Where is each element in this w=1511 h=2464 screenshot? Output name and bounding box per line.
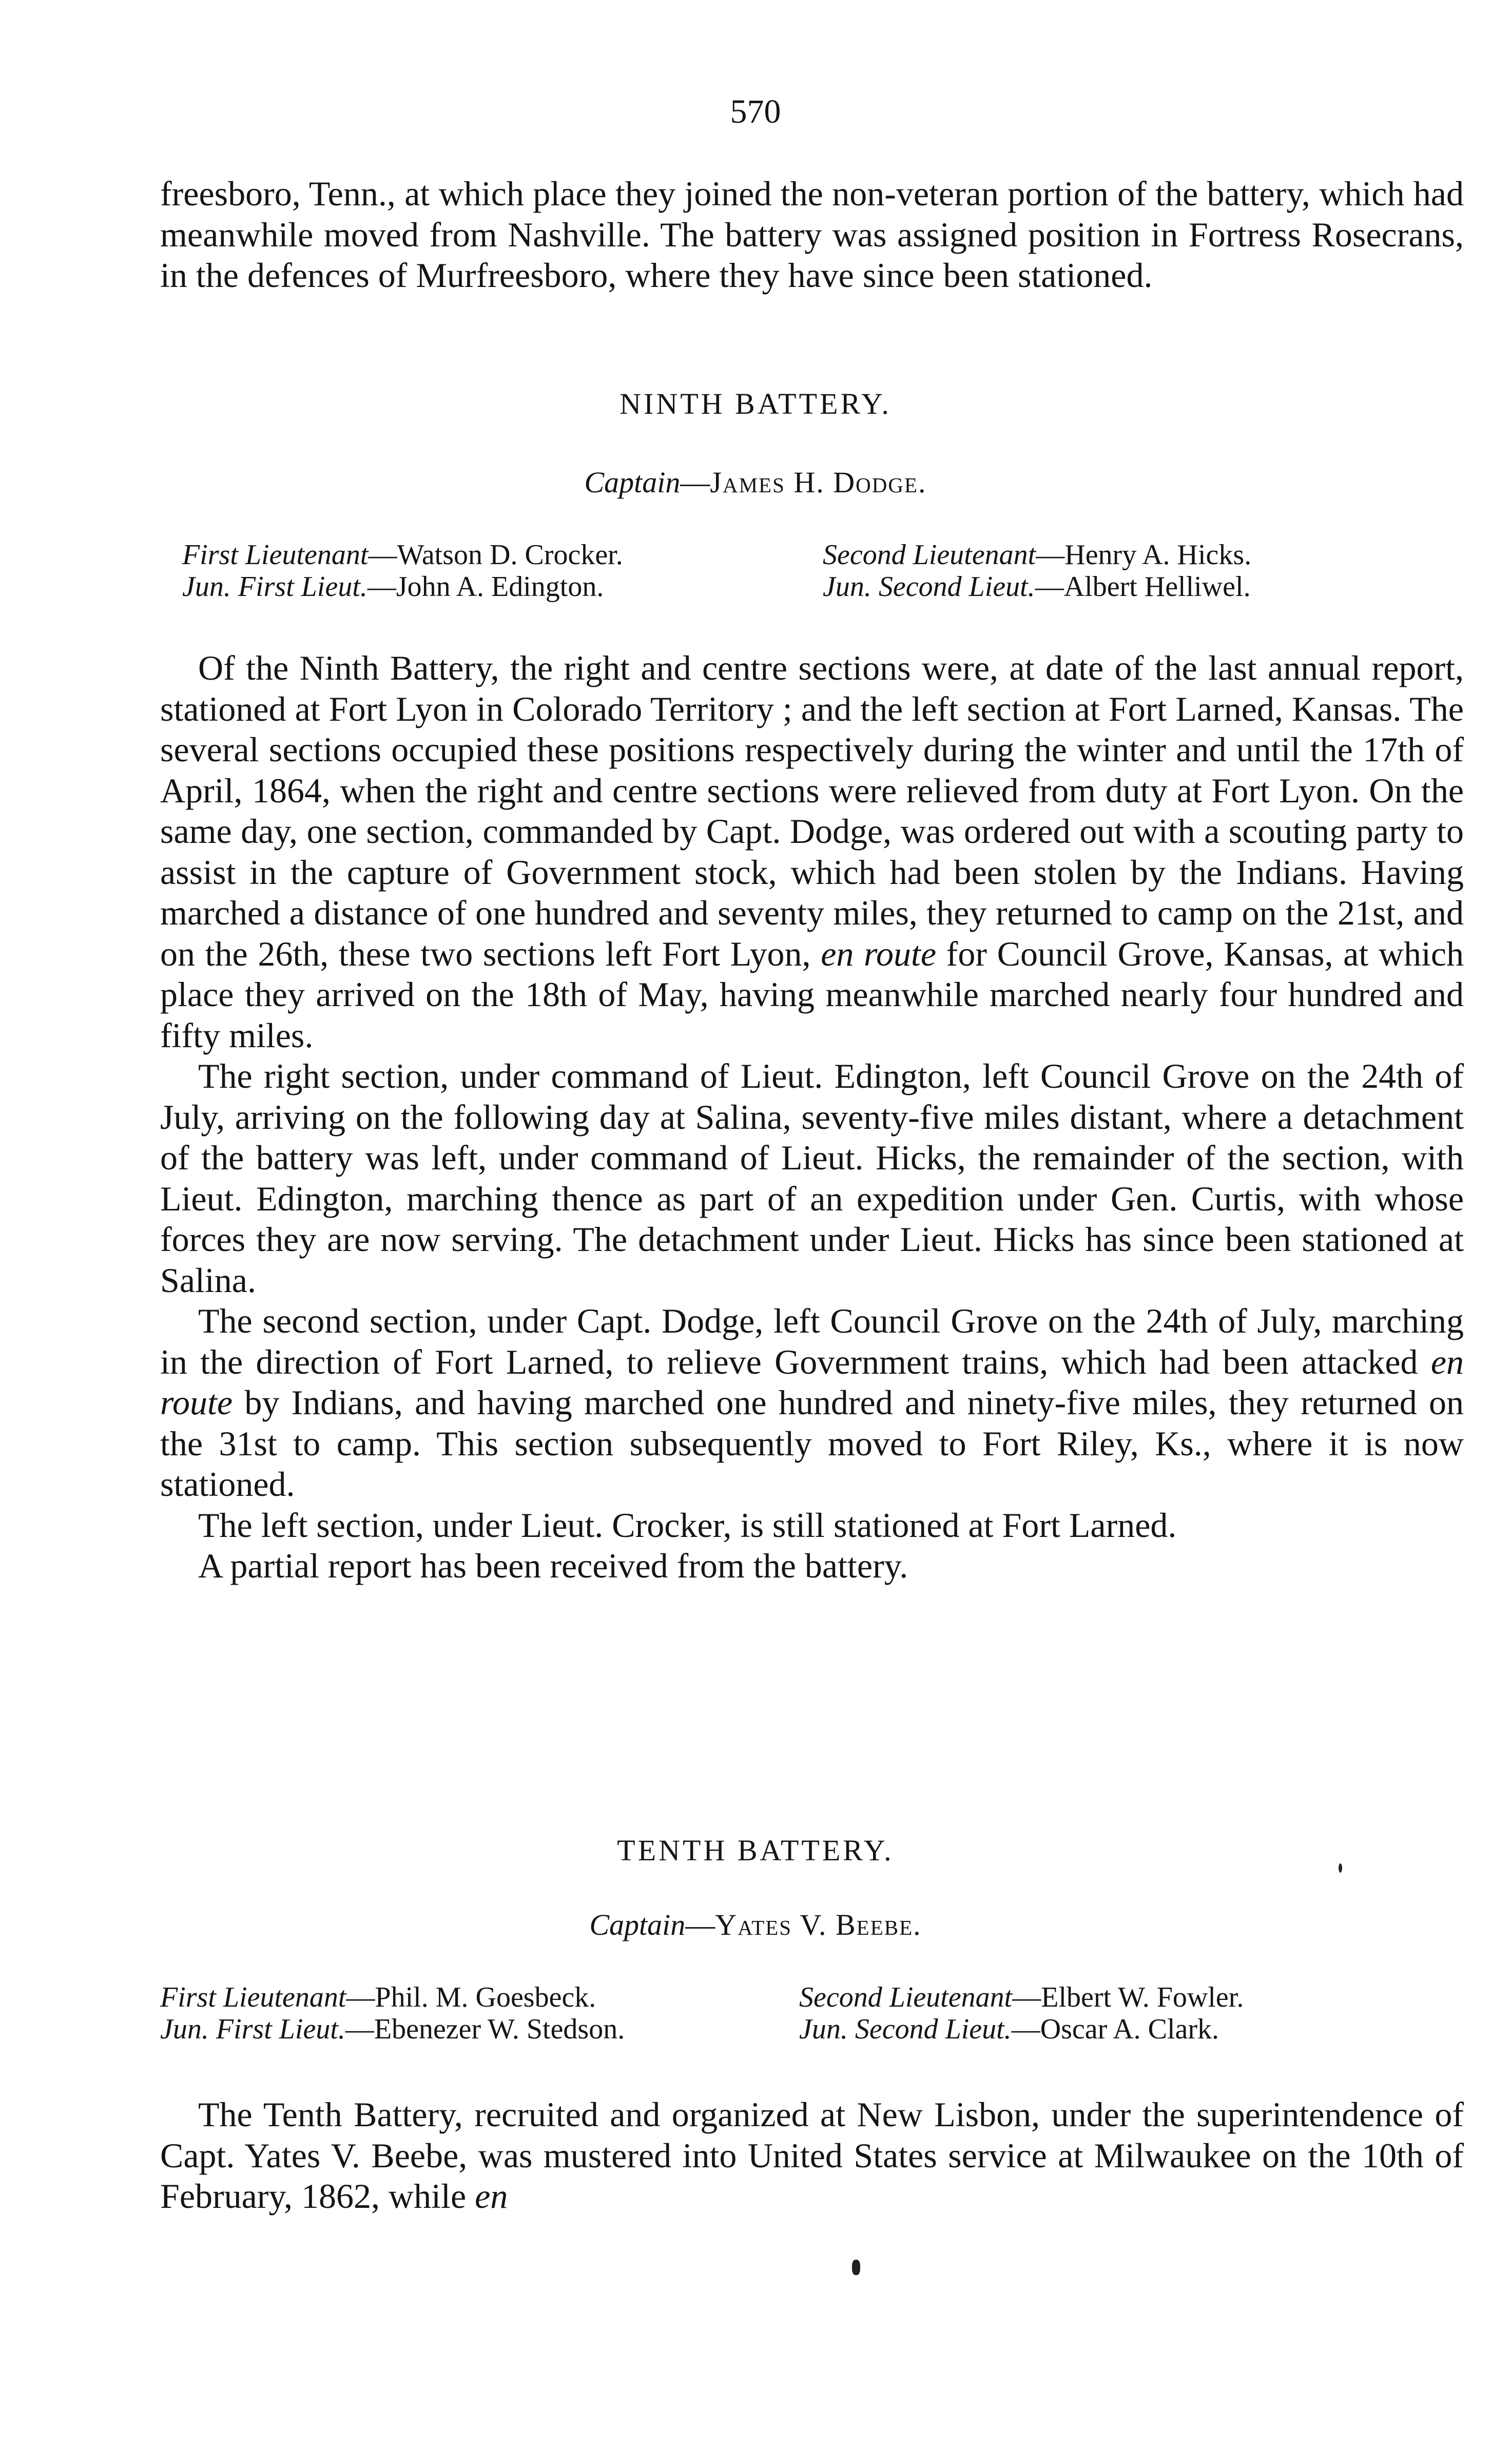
officer-name: —Watson D. Crocker.: [368, 539, 623, 571]
ninth-paragraph-1-italic: en route: [821, 934, 937, 973]
ninth-captain-dash: —: [680, 466, 710, 499]
ninth-battery-narrative: [160, 648, 1464, 1587]
ninth-second-lieutenant: [823, 539, 1251, 571]
ninth-officer-row-1: [182, 539, 1476, 571]
tenth-captain-dash: —: [685, 1908, 715, 1941]
ninth-captain-name: James H. Dodge.: [710, 466, 927, 499]
intro-paragraph-block: [160, 174, 1464, 296]
tenth-paragraph-1-text: The Tenth Battery, recruited and organized at New Lisbon, under the superintendence of Capt. Yates V. Beebe, was mustered into United States service at Milwaukee on the 10th of February, 1862, while: [160, 2095, 1464, 2216]
tenth-captain-name: Yates V. Beebe.: [715, 1908, 922, 1941]
officer-role: Jun. Second Lieut.: [823, 571, 1035, 603]
tenth-captain-line: [0, 1907, 1511, 1943]
ninth-captain-role: Captain: [584, 466, 681, 499]
officer-name: —Oscar A. Clark.: [1011, 2013, 1219, 2045]
ninth-paragraph-5: A partial report has been received from the battery.: [198, 1546, 908, 1585]
tenth-battery-narrative: [160, 2094, 1464, 2217]
ninth-paragraph-3: [160, 1301, 1464, 1505]
ninth-paragraph-1-text-a: Of the Ninth Battery, the right and centre sections were, at date of the last annual report, stationed at Fort Lyon in Colorado Territory ; and the left section at Fort Larned, Kansas. The several sections occupied these positions respectively during the winter and until the 17th of April, 1864, when the right and centre sections were relieved from duty at Fort Lyon. On the same day, one section, commanded by Capt. Dodge, was ordered out with a scouting party to assist in the capture of Government stock, which had been stolen by the Indians. Having marched a distance of one hundred and seventy miles, they returned to camp on the 21st, and on the 26th, these two sections left Fort Lyon,: [160, 648, 1464, 973]
ninth-captain-line: [0, 465, 1511, 500]
officer-role: Jun. First Lieut.: [160, 2013, 345, 2045]
officer-role: Jun. First Lieut.: [182, 571, 367, 603]
tenth-officer-roster: [160, 1981, 1474, 2045]
ninth-paragraph-3-text-a: The second section, under Capt. Dodge, left Council Grove on the 24th of July, marching in the direction of Fort Larned, to relieve Government trains, which had been attacked: [160, 1301, 1464, 1381]
tenth-paragraph-1: [160, 2094, 1464, 2217]
tenth-second-lieutenant: [799, 1981, 1244, 2013]
officer-name: —Ebenezer W. Stedson.: [345, 2013, 625, 2045]
ninth-first-lieutenant: [182, 539, 623, 571]
ninth-junior-second-lieutenant: [823, 571, 1251, 603]
tenth-captain-role: Captain: [589, 1908, 686, 1941]
officer-name: —Henry A. Hicks.: [1036, 539, 1252, 571]
ninth-paragraph-4: The left section, under Lieut. Crocker, is still stationed at Fort Larned.: [198, 1505, 1177, 1545]
tenth-junior-second-lieutenant: [799, 2013, 1219, 2045]
ninth-officer-row-2: [182, 571, 1476, 603]
officer-role: Jun. Second Lieut.: [799, 2013, 1012, 2045]
officer-name: —Elbert W. Fowler.: [1012, 1981, 1244, 2013]
page-number: 570: [730, 93, 781, 130]
ink-speck: [1339, 1863, 1342, 1873]
tenth-officer-row-1: [160, 1981, 1474, 2013]
tenth-junior-first-lieutenant: [160, 2013, 625, 2045]
officer-name: —Phil. M. Goesbeck.: [346, 1981, 596, 2013]
ninth-paragraph-3-text-b: by Indians, and having marched one hundred and ninety-five miles, they returned on the 31st to camp. This section subsequently moved to Fort Riley, Ks., where it is now stationed.: [160, 1383, 1464, 1504]
officer-role: First Lieutenant: [182, 539, 369, 571]
ninth-officer-roster: [182, 539, 1476, 603]
ninth-junior-first-lieutenant: [182, 571, 604, 603]
tenth-battery-heading: TENTH BATTERY.: [617, 1834, 894, 1867]
intro-paragraph: freesboro, Tenn., at which place they joined the non-veteran portion of the battery, which had meanwhile moved from Nashville. The battery was assigned position in Fortress Rosecrans, in the defences of Murfreesboro, where they have since been stationed.: [160, 174, 1464, 295]
ninth-battery-heading: NINTH BATTERY.: [619, 387, 892, 420]
ink-speck: [852, 2260, 860, 2275]
officer-name: —John A. Edington.: [367, 571, 604, 603]
officer-role: Second Lieutenant: [799, 1981, 1013, 2013]
officer-name: —Albert Helliwel.: [1035, 571, 1251, 603]
ninth-paragraph-3-italic: en route: [160, 1342, 1464, 1422]
ninth-paragraph-2: The right section, under command of Lieut. Edington, left Council Grove on the 24th of July, arriving on the following day at Salina, seventy-five miles distant, where a detachment of the battery was left, under command of Lieut. Hicks, the remainder of the section, with Lieut. Edington, marching thence as part of an expedition under Gen. Curtis, with whose forces they are now serving. The detachment under Lieut. Hicks has since been stationed at Salina.: [160, 1056, 1464, 1300]
ninth-paragraph-1-text-b: for Council Grove, Kansas, at which place they arrived on the 18th of May, having meanwhile marched nearly four hundred and fifty miles.: [160, 934, 1464, 1055]
tenth-first-lieutenant: [160, 1981, 596, 2013]
tenth-paragraph-1-italic: en: [475, 2177, 508, 2216]
ninth-paragraph-1: [160, 648, 1464, 1056]
officer-role: First Lieutenant: [160, 1981, 346, 2013]
tenth-officer-row-2: [160, 2013, 1474, 2045]
officer-role: Second Lieutenant: [823, 539, 1036, 571]
